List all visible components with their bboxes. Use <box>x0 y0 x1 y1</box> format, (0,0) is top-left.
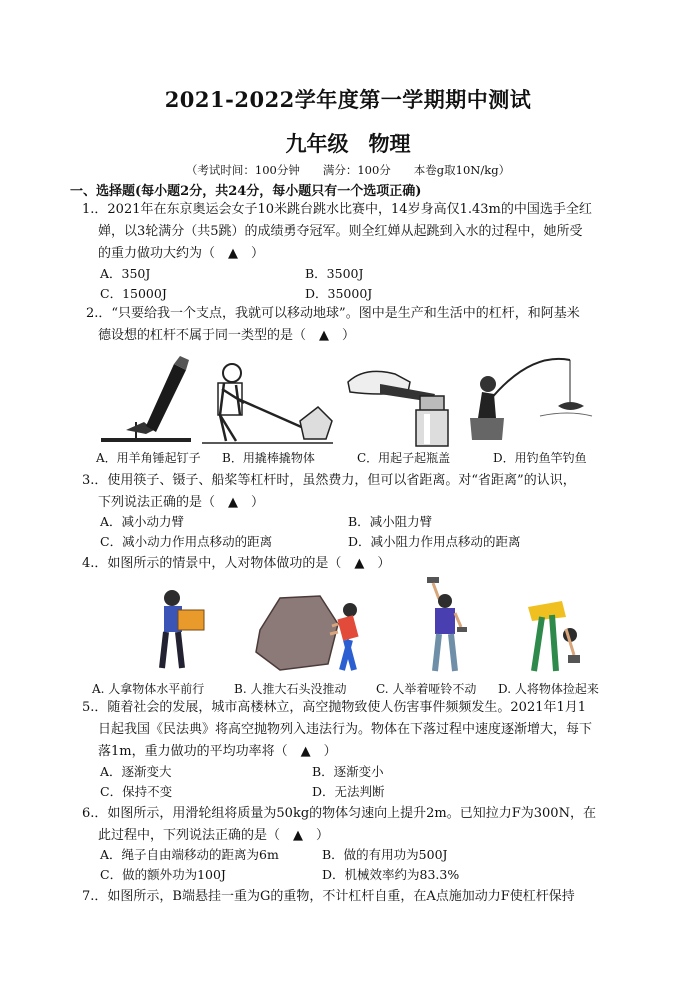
crowbar-image <box>200 355 335 447</box>
q6-option-d: D．机械效率约为83.3% <box>322 867 460 882</box>
exam-title: 2021-2022学年度第一学期期中测试 <box>164 87 532 112</box>
hammer-image <box>96 352 196 447</box>
bottle-opener-image <box>340 352 460 447</box>
exam-subtitle <box>0 128 696 158</box>
question-text: 1.．2021年在东京奥运会女子10米跳台跳水比赛中，14岁身高仅1.43m的中国选手全红 <box>82 202 592 217</box>
fishing-rod-image <box>460 350 595 446</box>
question-2 <box>86 303 656 347</box>
q4-option-c: C. 人举着哑铃不动 <box>376 682 477 696</box>
q4-option-a: A. 人拿物体水平前行 <box>92 682 205 696</box>
question-1 <box>82 199 652 265</box>
subject-label: 物理 <box>368 131 411 156</box>
question-text: 5.．随着社会的发展，城市高楼林立，高空抛物致使人伤害事件频频发生。2021年1月1 <box>82 700 587 715</box>
question-text: 婵，以3轮满分（共5跳）的成绩勇夺冠军。则全红婵从起跳到入水的过程中，她所受 <box>98 224 583 239</box>
q4-option-b: B. 人推大石头没推动 <box>234 682 347 696</box>
pick-up-image <box>522 595 592 675</box>
question-text: 落1m，重力做功的平均功率将（ ▲ ） <box>98 744 337 759</box>
question-3 <box>82 470 652 514</box>
question-text: 7.．如图所示，B端悬挂一重为G的重物，不计杠杆自重，在A点施加动力F使杠杆保持 <box>82 889 575 904</box>
q3-option-c: C．减小动力作用点移动的距离 <box>100 534 273 549</box>
q1-option-a: A．350J <box>100 266 151 281</box>
question-text: 下列说法正确的是（ ▲ ） <box>98 495 264 510</box>
q1-option-c: C．15000J <box>100 286 167 301</box>
q1-option-b: B．3500J <box>305 266 364 281</box>
question-text: 的重力做功大约为（ ▲ ） <box>98 246 264 261</box>
question-text: 6.．如图所示，用滑轮组将质量为50kg的物体匀速向上提升2m。已知拉力F为300N，在 <box>82 806 596 821</box>
q2-option-c: C．用起子起瓶盖 <box>357 451 451 465</box>
q3-option-d: D．减小阻力作用点移动的距离 <box>348 534 521 549</box>
section-heading: 一、选择题(每小题2分，共24分，每小题只有一个选项正确) <box>70 184 422 199</box>
q5-option-c: C．保持不变 <box>100 784 173 799</box>
question-7 <box>82 886 652 908</box>
q1-option-d: D．35000J <box>305 286 373 301</box>
q4-option-d: D. 人将物体捡起来 <box>498 682 599 696</box>
q2-option-a: A．用羊角锤起钉子 <box>96 451 201 465</box>
push-rock-image <box>250 590 370 675</box>
question-text: 德设想的杠杆不属于同一类型的是（ ▲ ） <box>98 328 355 343</box>
q2-option-d: D．用钓鱼竿钓鱼 <box>493 451 587 465</box>
exam-info: （考试时间：100分钟 满分：100分 本卷g取10N/kg） <box>185 163 511 177</box>
q5-option-a: A．逐渐变大 <box>100 764 172 779</box>
question-4 <box>82 553 652 575</box>
q5-option-d: D．无法判断 <box>312 784 385 799</box>
q2-option-b: B．用撬棒撬物体 <box>222 451 315 465</box>
hold-dumbbell-image <box>415 575 475 675</box>
question-text: 2.．“只要给我一个支点，我就可以移动地球”。图中是生产和生活中的杠杆，和阿基米 <box>86 306 580 321</box>
q3-option-b: B．减小阻力臂 <box>348 514 433 529</box>
question-5 <box>82 697 652 763</box>
q5-option-b: B．逐渐变小 <box>312 764 384 779</box>
question-text: 日起我国《民法典》将高空抛物列入违法行为。物体在下落过程中速度逐渐增大，每下 <box>98 722 593 737</box>
q6-option-c: C．做的额外功为100J <box>100 867 226 882</box>
carry-box-image <box>150 588 220 673</box>
q6-option-b: B．做的有用功为500J <box>322 847 448 862</box>
q3-option-a: A．减小动力臂 <box>100 514 185 529</box>
question-text: 4.．如图所示的情景中，人对物体做功的是（ ▲ ） <box>82 556 391 571</box>
question-text: 3.．使用筷子、镊子、船桨等杠杆时，虽然费力，但可以省距离。对“省距离”的认识， <box>82 473 576 488</box>
grade-label: 九年级 <box>285 131 349 156</box>
q6-option-a: A．绳子自由端移动的距离为6m <box>100 847 279 862</box>
question-text: 此过程中，下列说法正确的是（ ▲ ） <box>98 828 329 843</box>
question-6 <box>82 803 652 847</box>
